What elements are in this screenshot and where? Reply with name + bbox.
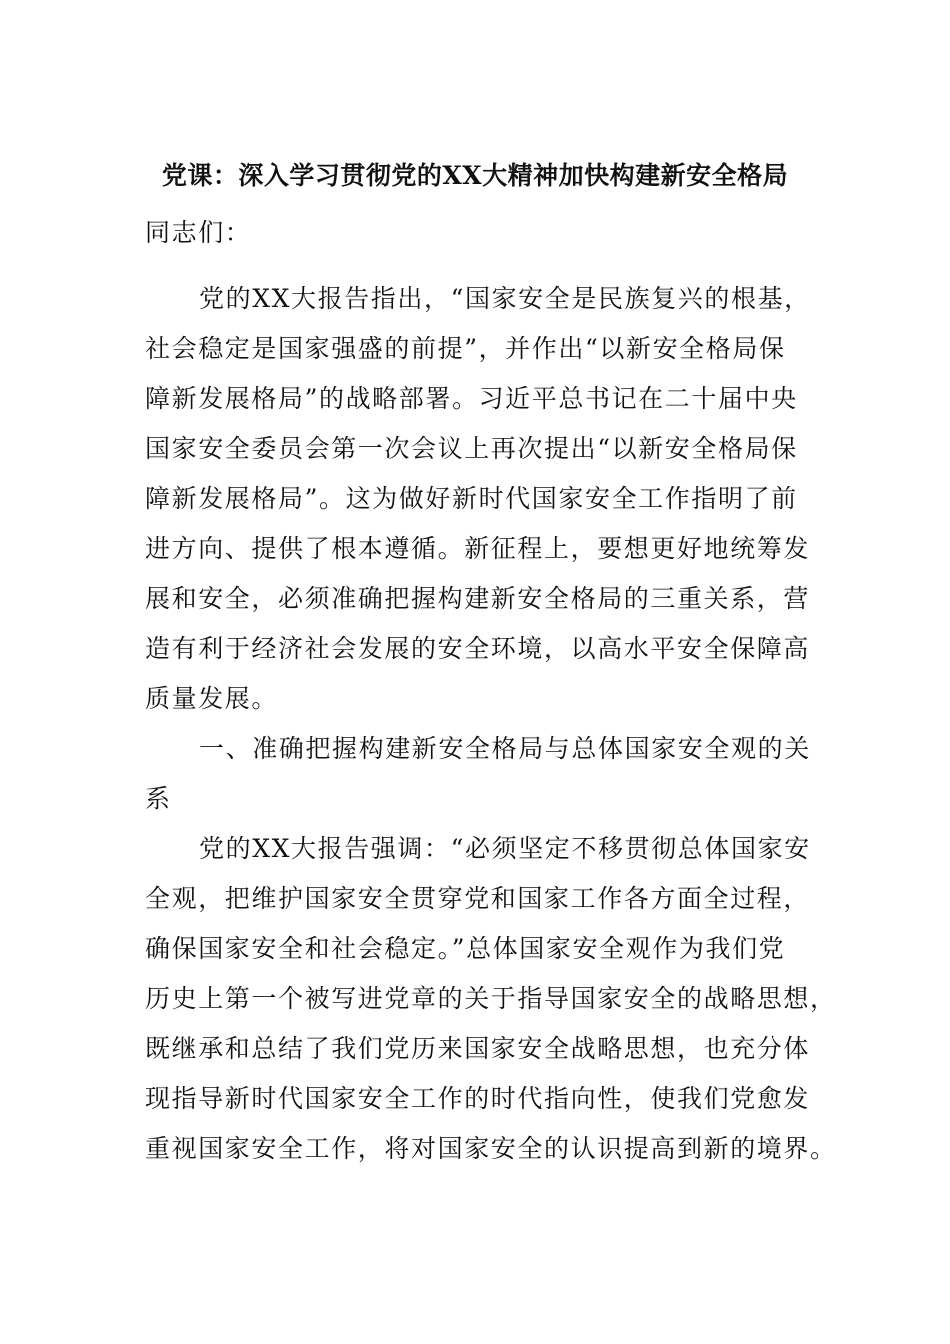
paragraph-line: 展和安全，必须准确把握构建新安全格局的三重关系，营: [145, 584, 811, 613]
paragraph-1: [145, 274, 825, 724]
paragraph-line: 社会稳定是国家强盛的前提”，并作出“以新安全格局保: [145, 334, 786, 363]
section-heading-1: [145, 724, 825, 824]
paragraph-line: 现指导新时代国家安全工作的时代指向性，使我们党愈发: [145, 1084, 811, 1113]
paragraph-line: 障新发展格局”的战略部署。习近平总书记在二十届中央: [145, 384, 798, 413]
section-heading-line: 一、准确把握构建新安全格局与总体国家安全观的关: [199, 734, 811, 763]
paragraph-2: [145, 824, 837, 1174]
paragraph-line: 国家安全委员会第一次会议上再次提出“以新安全格局保: [145, 434, 798, 463]
paragraph-line: 造有利于经济社会发展的安全环境，以高水平安全保障高: [145, 634, 811, 663]
paragraph-line: 质量发展。: [145, 684, 279, 713]
paragraph-line: 进方向、提供了根本遵循。新征程上，要想更好地统筹发: [145, 534, 811, 563]
salutation-text: 同志们：: [145, 218, 252, 247]
paragraph-line: 党的XX大报告强调：“必须坚定不移贯彻总体国家安: [199, 834, 811, 863]
paragraph-line: 党的XX大报告指出，“国家安全是民族复兴的根基，: [199, 284, 811, 313]
paragraph-line: 障新发展格局”。这为做好新时代国家安全工作指明了前: [145, 484, 798, 513]
paragraph-line: 历史上第一个被写进党章的关于指导国家安全的战略思想，: [145, 984, 837, 1013]
paragraph-line: 重视国家安全工作，将对国家安全的认识提高到新的境界。: [145, 1134, 837, 1163]
salutation: [145, 208, 825, 258]
paragraph-line: 确保国家安全和社会稳定。”总体国家安全观作为我们党: [145, 934, 786, 963]
document-title: 党课：深入学习贯彻党的XX大精神加快构建新安全格局: [161, 161, 789, 190]
paragraph-line: 既继承和总结了我们党历来国家安全战略思想，也充分体: [145, 1034, 811, 1063]
section-heading-line: 系: [145, 784, 172, 813]
paragraph-line: 全观，把维护国家安全贯穿党和国家工作各方面全过程，: [145, 884, 811, 913]
